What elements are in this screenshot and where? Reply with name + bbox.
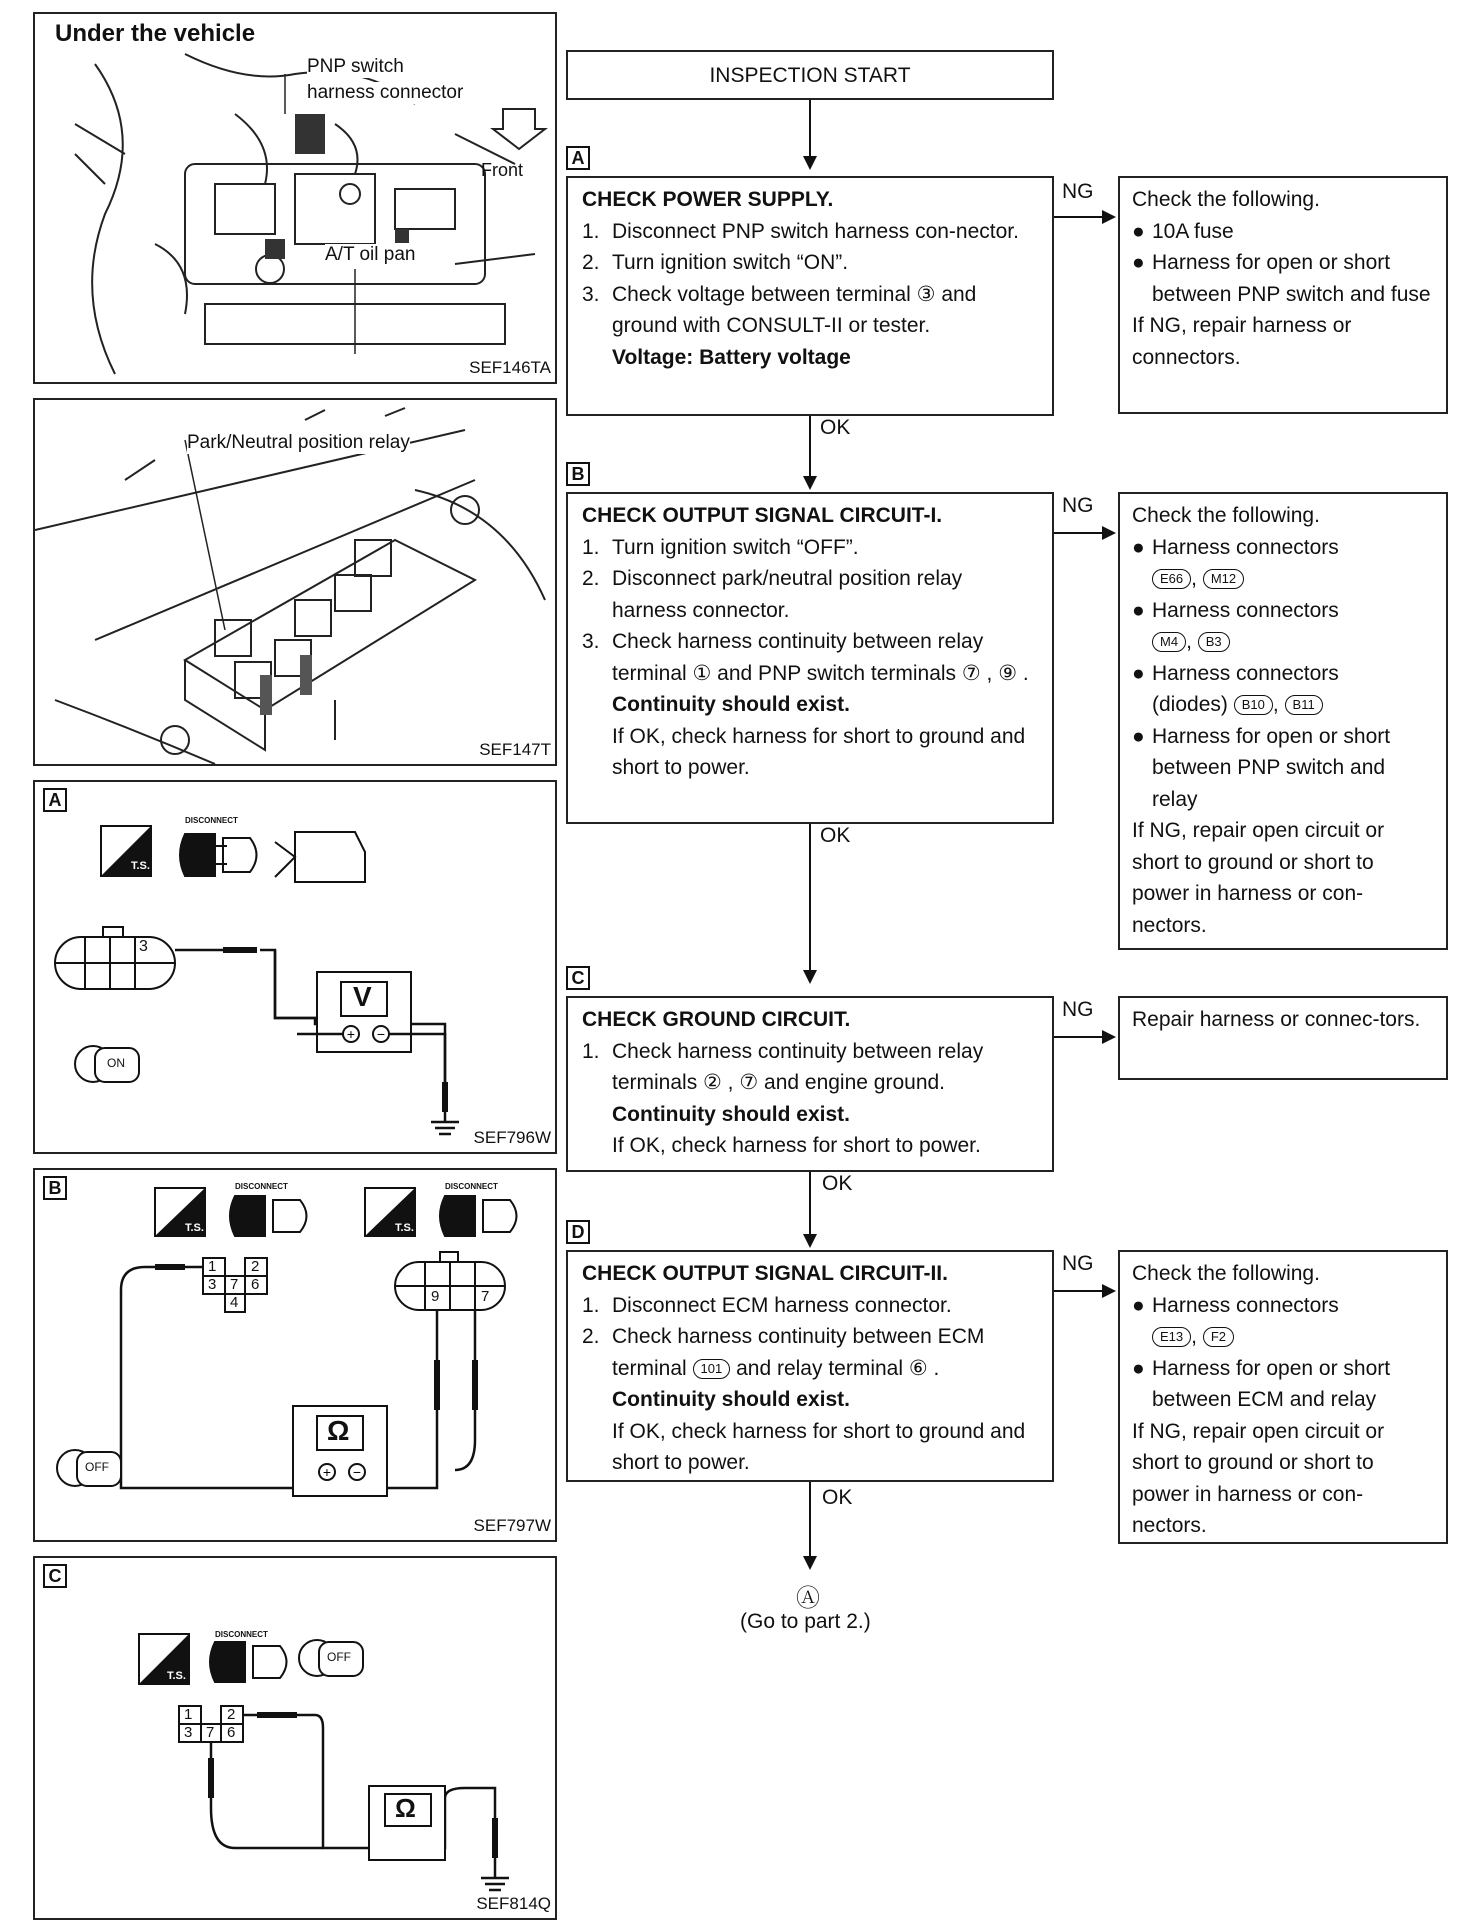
connector-badge: B3 xyxy=(1198,632,1230,652)
ng-title: Check the following. xyxy=(1132,188,1320,211)
ground-circuit-diagram xyxy=(35,1558,555,1918)
inspection-start-box xyxy=(566,50,1054,100)
relay-pin-2: 2 xyxy=(227,1706,236,1723)
figure-letter: B xyxy=(43,1176,67,1200)
connector-arrow xyxy=(803,1556,817,1570)
pnp-pin-9: 9 xyxy=(431,1288,440,1305)
connector-ids: (diodes) B10 , B11 xyxy=(1132,689,1436,721)
connector-ids: M4 , B3 xyxy=(1132,626,1436,658)
step-letter-d: D xyxy=(566,1220,590,1244)
svg-text:+: + xyxy=(346,1026,356,1042)
continuity-circuit-diagram xyxy=(35,1170,555,1540)
ng-line xyxy=(1054,532,1104,534)
connector-badge: M4 xyxy=(1152,632,1186,652)
connector-badge: M12 xyxy=(1203,569,1244,589)
ng-note: If NG, repair harness or connectors. xyxy=(1132,314,1352,369)
ng-label: NG xyxy=(1062,180,1094,203)
ts-label-2: T.S. xyxy=(395,1222,414,1234)
step-d-spec: Continuity should exist. xyxy=(612,1388,851,1411)
relay-pin-2: 2 xyxy=(251,1258,260,1275)
step-number: 1. xyxy=(582,535,600,559)
bullet: ● xyxy=(1132,1356,1145,1380)
figure-a-voltage-check xyxy=(33,780,557,1154)
step-number: 1. xyxy=(582,1293,600,1317)
bullet: ● xyxy=(1132,219,1145,243)
step-b-ng-box xyxy=(1118,492,1448,950)
step-b-box xyxy=(566,492,1054,824)
connector-line xyxy=(809,824,811,974)
disconnect-label: DISCONNECT xyxy=(235,1182,288,1191)
label-connector-1: PNP switch xyxy=(307,56,404,77)
meter-label: Ω xyxy=(395,1793,416,1823)
meter-label: Ω xyxy=(327,1415,350,1446)
ng-line xyxy=(1054,1290,1104,1292)
figure-relay-location xyxy=(33,398,557,766)
pnp-pin-7: 7 xyxy=(481,1288,490,1305)
figure-code: SEF814Q xyxy=(476,1894,551,1913)
step-letter-b: B xyxy=(566,462,590,486)
step-c-box xyxy=(566,996,1054,1172)
ng-item: Harness for open or short between PNP switch and fuse xyxy=(1152,251,1431,306)
step-text: Check harness continuity between relay terminal ① and PNP switch terminals ⑦ , ⑨ . xyxy=(612,630,1029,685)
ecm-terminal-badge: 101 xyxy=(693,1359,731,1379)
relay-pin-7: 7 xyxy=(230,1276,239,1293)
ts-label: T.S. xyxy=(185,1222,204,1234)
step-d-box xyxy=(566,1250,1054,1482)
ng-label: NG xyxy=(1062,494,1094,517)
relay-pin-6: 6 xyxy=(251,1276,260,1293)
ng-arrow xyxy=(1102,210,1116,224)
step-a-ng-box xyxy=(1118,176,1448,414)
step-a-title: CHECK POWER SUPPLY. xyxy=(582,188,834,211)
figure-code: SEF796W xyxy=(473,1128,551,1147)
connector-arrow xyxy=(803,970,817,984)
ng-title: Check the following. xyxy=(1132,1262,1320,1285)
step-text: Disconnect ECM harness connector. xyxy=(612,1293,952,1317)
step-d-note: If OK, check harness for short to ground and short to power. xyxy=(612,1419,1026,1474)
pin-label: 3 xyxy=(139,938,148,955)
step-d-ng-box xyxy=(1118,1250,1448,1544)
relay-box-illustration xyxy=(35,400,555,764)
step-a-box xyxy=(566,176,1054,416)
ts-label: T.S. xyxy=(131,860,150,872)
figure-letter: A xyxy=(43,788,67,812)
step-number: 2. xyxy=(582,251,600,274)
relay-pin-3: 3 xyxy=(184,1724,193,1741)
ng-item: Harness connectors xyxy=(1152,661,1339,685)
step-text: Check harness continuity between ECM xyxy=(612,1325,985,1348)
disconnect-label-2: DISCONNECT xyxy=(445,1182,498,1191)
connector-arrow xyxy=(803,1234,817,1248)
voltage-circuit-diagram xyxy=(35,782,555,1152)
ng-item: Harness connectors xyxy=(1152,598,1339,622)
ng-line xyxy=(1054,216,1104,218)
disconnect-label: DISCONNECT xyxy=(185,816,238,825)
bullet: ● xyxy=(1132,535,1145,559)
step-text: Check voltage between terminal ③ and ground with CONSULT-II or tester. xyxy=(612,282,977,337)
key-label: OFF xyxy=(327,1650,351,1664)
figure-under-vehicle xyxy=(33,12,557,384)
ng-label: NG xyxy=(1062,998,1094,1021)
connector-line xyxy=(809,1172,811,1238)
figure-code: SEF147T xyxy=(479,740,551,759)
svg-text:−: − xyxy=(352,1464,362,1480)
label-oil-pan: A/T oil pan xyxy=(325,244,416,265)
bullet: ● xyxy=(1132,1293,1145,1317)
svg-text:−: − xyxy=(376,1026,386,1042)
step-d-title: CHECK OUTPUT SIGNAL CIRCUIT-II. xyxy=(582,1262,948,1285)
key-label: ON xyxy=(107,1056,125,1070)
relay-pin-4: 4 xyxy=(230,1294,239,1311)
relay-pin-1: 1 xyxy=(184,1706,193,1723)
relay-pin-3: 3 xyxy=(208,1276,217,1293)
ng-arrow xyxy=(1102,1030,1116,1044)
connector-line xyxy=(809,416,811,480)
bullet: ● xyxy=(1132,661,1145,685)
figure-b-continuity-check xyxy=(33,1168,557,1542)
connector-line xyxy=(809,1482,811,1560)
ng-item: Harness for open or short between PNP switch and relay xyxy=(1152,724,1391,811)
step-c-spec: Continuity should exist. xyxy=(612,1102,851,1126)
bullet: ● xyxy=(1132,251,1145,274)
label-relay: Park/Neutral position relay xyxy=(187,432,410,453)
label-front: Front xyxy=(481,160,524,180)
connector-badge: E13 xyxy=(1152,1327,1191,1347)
figure-letter: C xyxy=(43,1564,67,1588)
relay-pin-6: 6 xyxy=(227,1724,236,1741)
bullet: ● xyxy=(1132,724,1145,748)
terminal-line xyxy=(582,1353,1042,1385)
step-number: 1. xyxy=(582,1039,600,1063)
step-c-note: If OK, check harness for short to power. xyxy=(612,1134,981,1157)
engine-illustration xyxy=(35,14,555,382)
step-c-ng-box xyxy=(1118,996,1448,1080)
svg-text:+: + xyxy=(322,1464,332,1480)
step-text: Turn ignition switch “ON”. xyxy=(612,251,849,274)
inspection-start-label: INSPECTION START xyxy=(709,64,911,87)
figure-c-ground-check xyxy=(33,1556,557,1920)
step-b-spec: Continuity should exist. xyxy=(612,693,851,716)
end-text: (Go to part 2.) xyxy=(740,1610,871,1633)
bullet: ● xyxy=(1132,598,1145,622)
connector-ids: E66 , M12 xyxy=(1132,563,1436,595)
terminal-prefix: terminal xyxy=(612,1356,687,1380)
ng-item: Harness connectors xyxy=(1152,535,1339,559)
ng-arrow xyxy=(1102,526,1116,540)
ng-text: Repair harness or connec-tors. xyxy=(1132,1008,1421,1031)
connector-line xyxy=(809,100,811,158)
ng-note: If NG, repair open circuit or short to ground or short to power in harness or con-nectors. xyxy=(1132,1419,1385,1537)
step-c-title: CHECK GROUND CIRCUIT. xyxy=(582,1008,851,1031)
relay-pin-7: 7 xyxy=(206,1724,215,1741)
meter-label: V xyxy=(353,981,372,1012)
step-b-note: If OK, check harness for short to ground and short to power. xyxy=(612,724,1026,779)
step-b-title: CHECK OUTPUT SIGNAL CIRCUIT-I. xyxy=(582,504,943,527)
connector-badge: F2 xyxy=(1203,1327,1234,1347)
connector-ids: E13 , F2 xyxy=(1132,1321,1436,1353)
step-letter-a: A xyxy=(566,146,590,170)
terminal-suffix: and relay terminal ⑥ . xyxy=(736,1356,940,1380)
step-number: 3. xyxy=(582,630,600,653)
ok-label: OK xyxy=(822,1486,853,1509)
ng-arrow xyxy=(1102,1284,1116,1298)
ts-label: T.S. xyxy=(167,1670,186,1682)
step-text: Turn ignition switch “OFF”. xyxy=(612,535,859,559)
figure-code: SEF146TA xyxy=(469,358,551,377)
step-number: 2. xyxy=(582,1325,600,1348)
connector-badge: E66 xyxy=(1152,569,1191,589)
end-symbol: Ⓐ xyxy=(796,1585,820,1612)
ng-label: NG xyxy=(1062,1252,1094,1275)
ng-title: Check the following. xyxy=(1132,504,1320,527)
diodes-prefix: (diodes) xyxy=(1152,693,1228,716)
ok-label: OK xyxy=(822,1172,853,1195)
label-connector-2: harness connector xyxy=(307,82,464,103)
ok-label: OK xyxy=(820,416,851,439)
step-letter-c: C xyxy=(566,966,590,990)
connector-arrow xyxy=(803,476,817,490)
step-a-spec: Voltage: Battery voltage xyxy=(612,345,851,369)
step-text: Disconnect PNP switch harness con-nector. xyxy=(612,219,1019,243)
step-text: Disconnect park/neutral position relay harness connector. xyxy=(612,567,963,622)
connector-badge: B10 xyxy=(1234,695,1273,715)
figure-code: SEF797W xyxy=(473,1516,551,1535)
step-number: 2. xyxy=(582,567,600,590)
ng-item: 10A fuse xyxy=(1152,219,1234,243)
ng-line xyxy=(1054,1036,1104,1038)
connector-badge: B11 xyxy=(1285,695,1323,715)
ng-note: If NG, repair open circuit or short to ground or short to power in harness or con-nectors. xyxy=(1132,819,1385,937)
disconnect-label: DISCONNECT xyxy=(215,1630,268,1639)
step-text: Check harness continuity between relay terminals ② , ⑦ and engine ground. xyxy=(612,1039,984,1094)
key-label: OFF xyxy=(85,1460,109,1474)
ok-label: OK xyxy=(820,824,851,847)
relay-pin-1: 1 xyxy=(208,1258,217,1275)
step-number: 1. xyxy=(582,219,600,243)
figure-title: Under the vehicle xyxy=(55,20,256,47)
ng-item: Harness for open or short between ECM and relay xyxy=(1152,1356,1391,1411)
ng-item: Harness connectors xyxy=(1152,1293,1339,1317)
connector-arrow xyxy=(803,156,817,170)
step-number: 3. xyxy=(582,282,600,306)
